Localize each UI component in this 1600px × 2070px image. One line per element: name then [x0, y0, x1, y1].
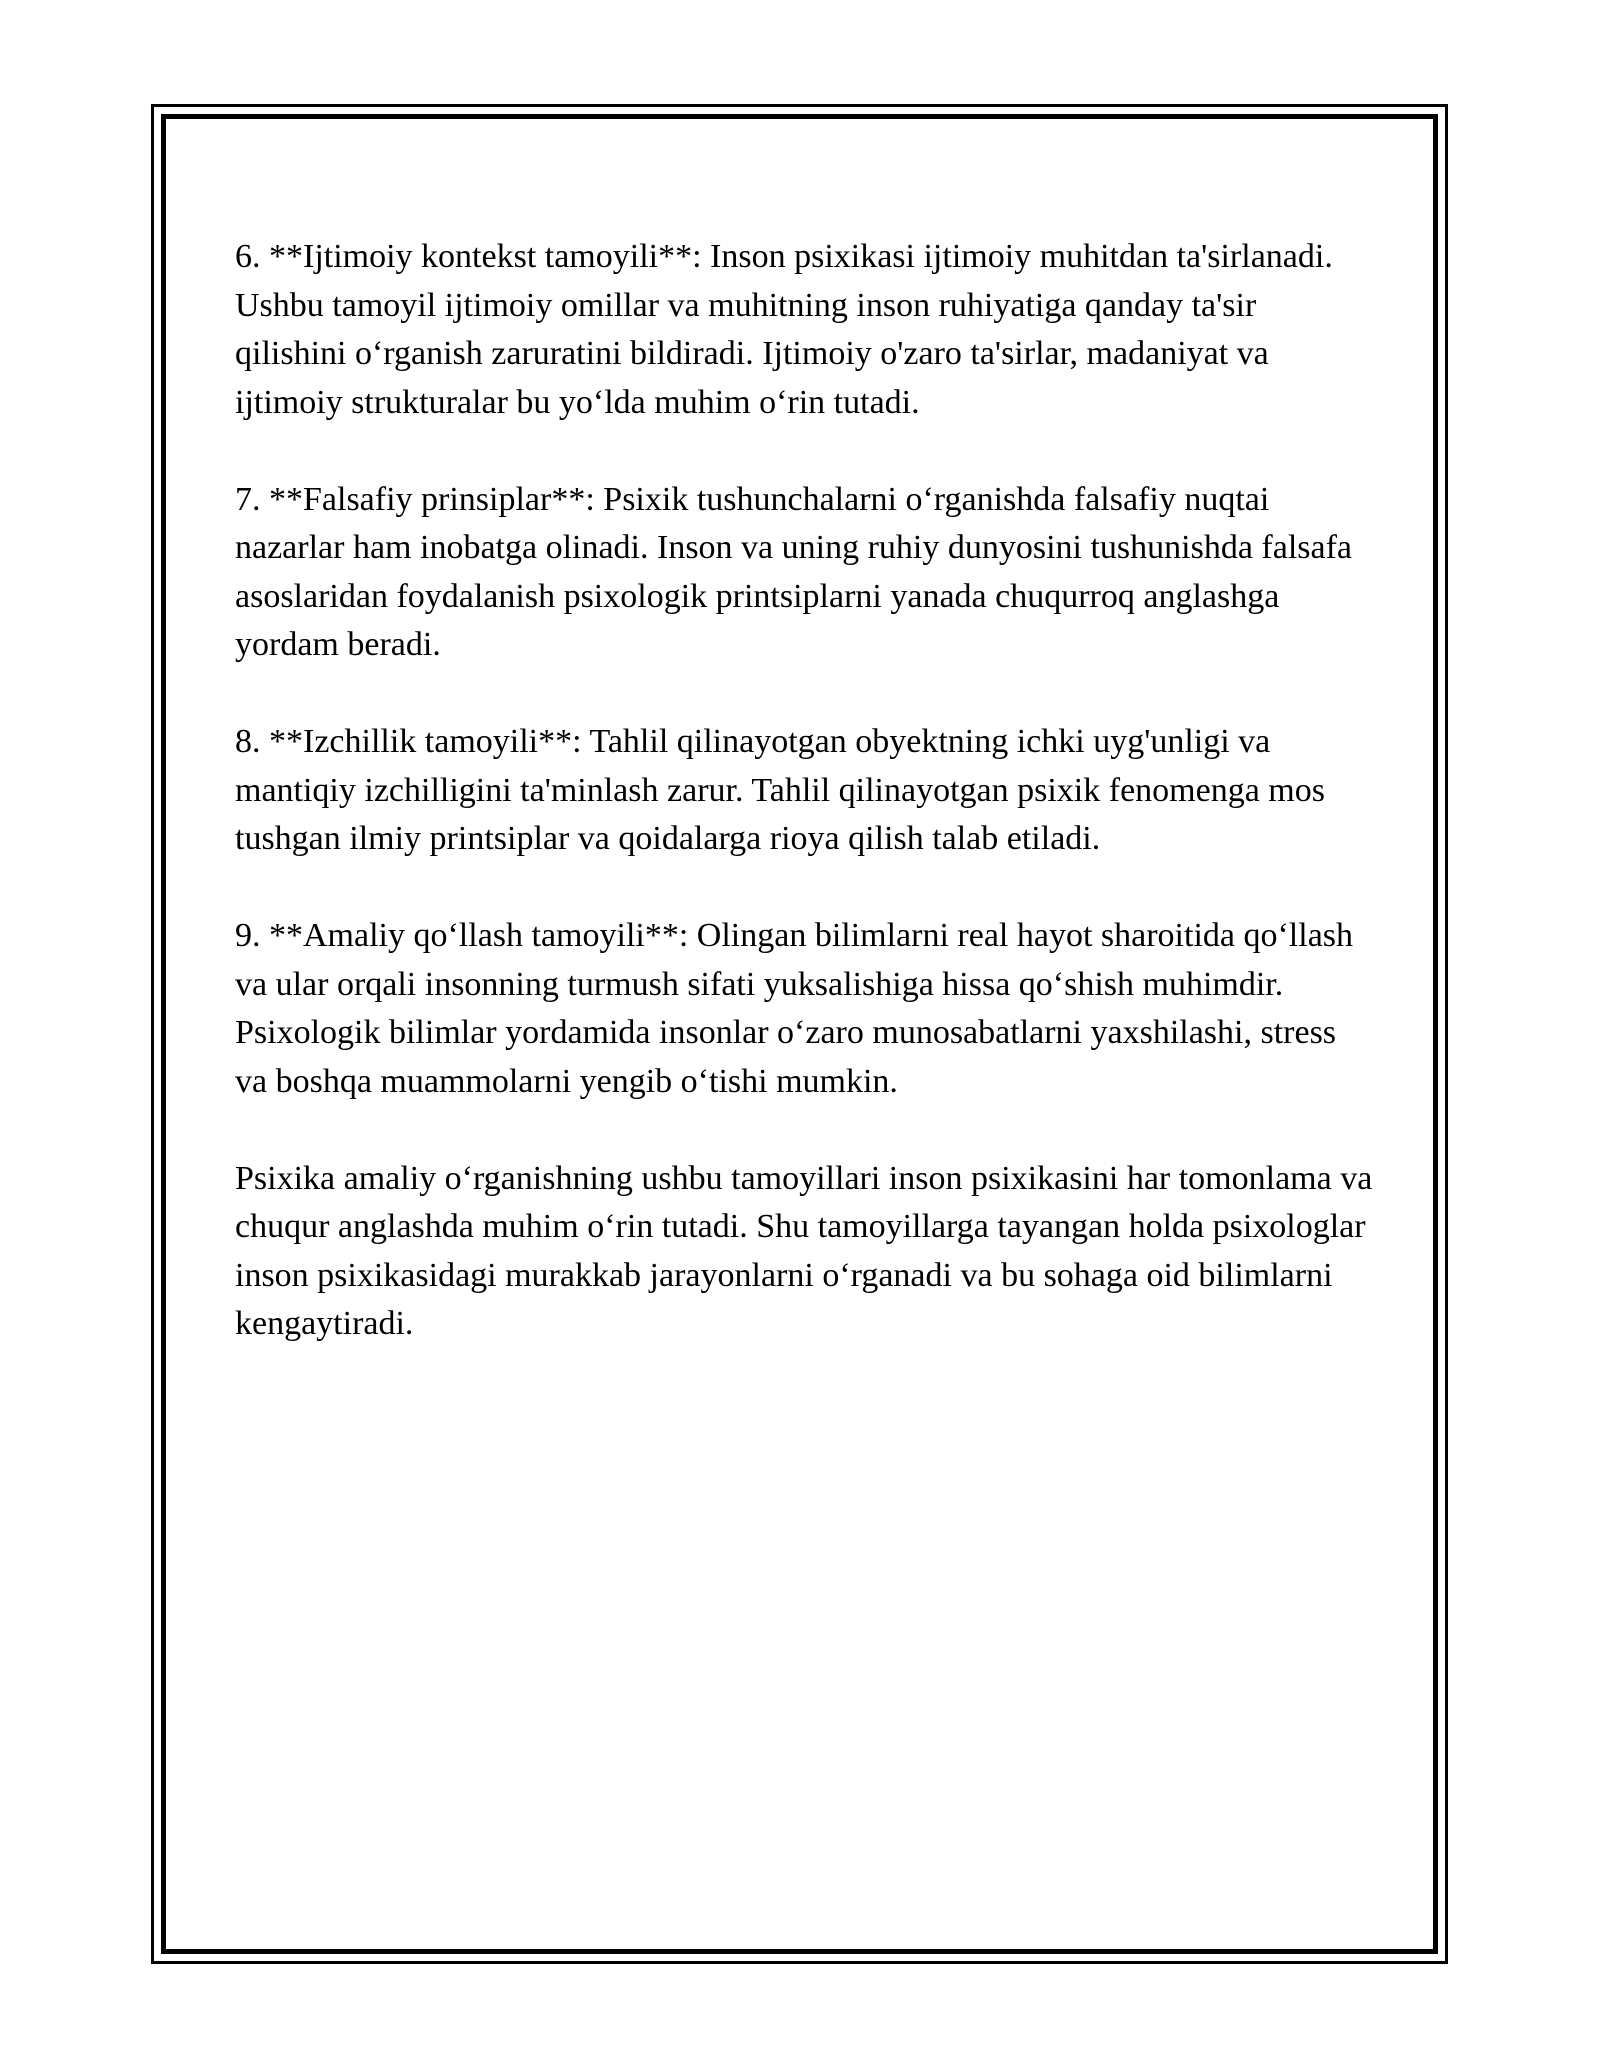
- paragraph-principle-9: 9. **Amaliy qo‘llash tamoyili**: Olingan bilimlarni real hayot sharoitida qo‘llash va ular orqali insonning turmush sifati yuksalishiga hissa qo‘shish muhimdir. Psixologik bilimlar yordamida insonlar o‘zaro munosabatlarni yaxshilashi, stress va boshqa muammolarni yengib o‘tishi mumkin.: [235, 917, 1354, 1100]
- paragraph-principle-6: 6. **Ijtimoiy kontekst tamoyili**: Inson psixikasi ijtimoiy muhitdan ta'sirlanadi. Ushbu tamoyil ijtimoiy omillar va muhitning inson ruhiyatiga qanday ta'sir qilishini o‘rganish zaruratini bildiradi. Ijtimoiy o'zaro ta'sirlar, madaniyat va ijtimoiy strukturalar bu yo‘lda muhim o‘rin tutadi.: [235, 238, 1333, 421]
- paragraph-conclusion: Psixika amaliy o‘rganishning ushbu tamoyillari inson psixikasini har tomonlama va chuqur anglashda muhim o‘rin tutadi. Shu tamoyillarga tayangan holda psixologlar inson psixikasidagi murakkab jarayonlarni o‘rganadi va bu sohaga oid bilimlarni kengaytiradi.: [235, 1159, 1373, 1342]
- paragraph-principle-8: 8. **Izchillik tamoyili**: Tahlil qilinayotgan obyektning ichki uyg'unligi va mantiqiy izchilligini ta'minlash zarur. Tahlil qilinayotgan psixik fenomenga mos tushgan ilmiy printsiplar va qoidalarga rioya qilish talab etiladi.: [235, 723, 1325, 857]
- paragraph-principle-7: 7. **Falsafiy prinsiplar**: Psixik tushunchalarni o‘rganishda falsafiy nuqtai nazarlar ham inobatga olinadi. Inson va uning ruhiy dunyosini tushunishda falsafa asoslaridan foydalanish psixologik printsiplarni yanada chuqurroq anglashga yordam beradi.: [235, 480, 1353, 663]
- document-body: [235, 233, 1375, 1397]
